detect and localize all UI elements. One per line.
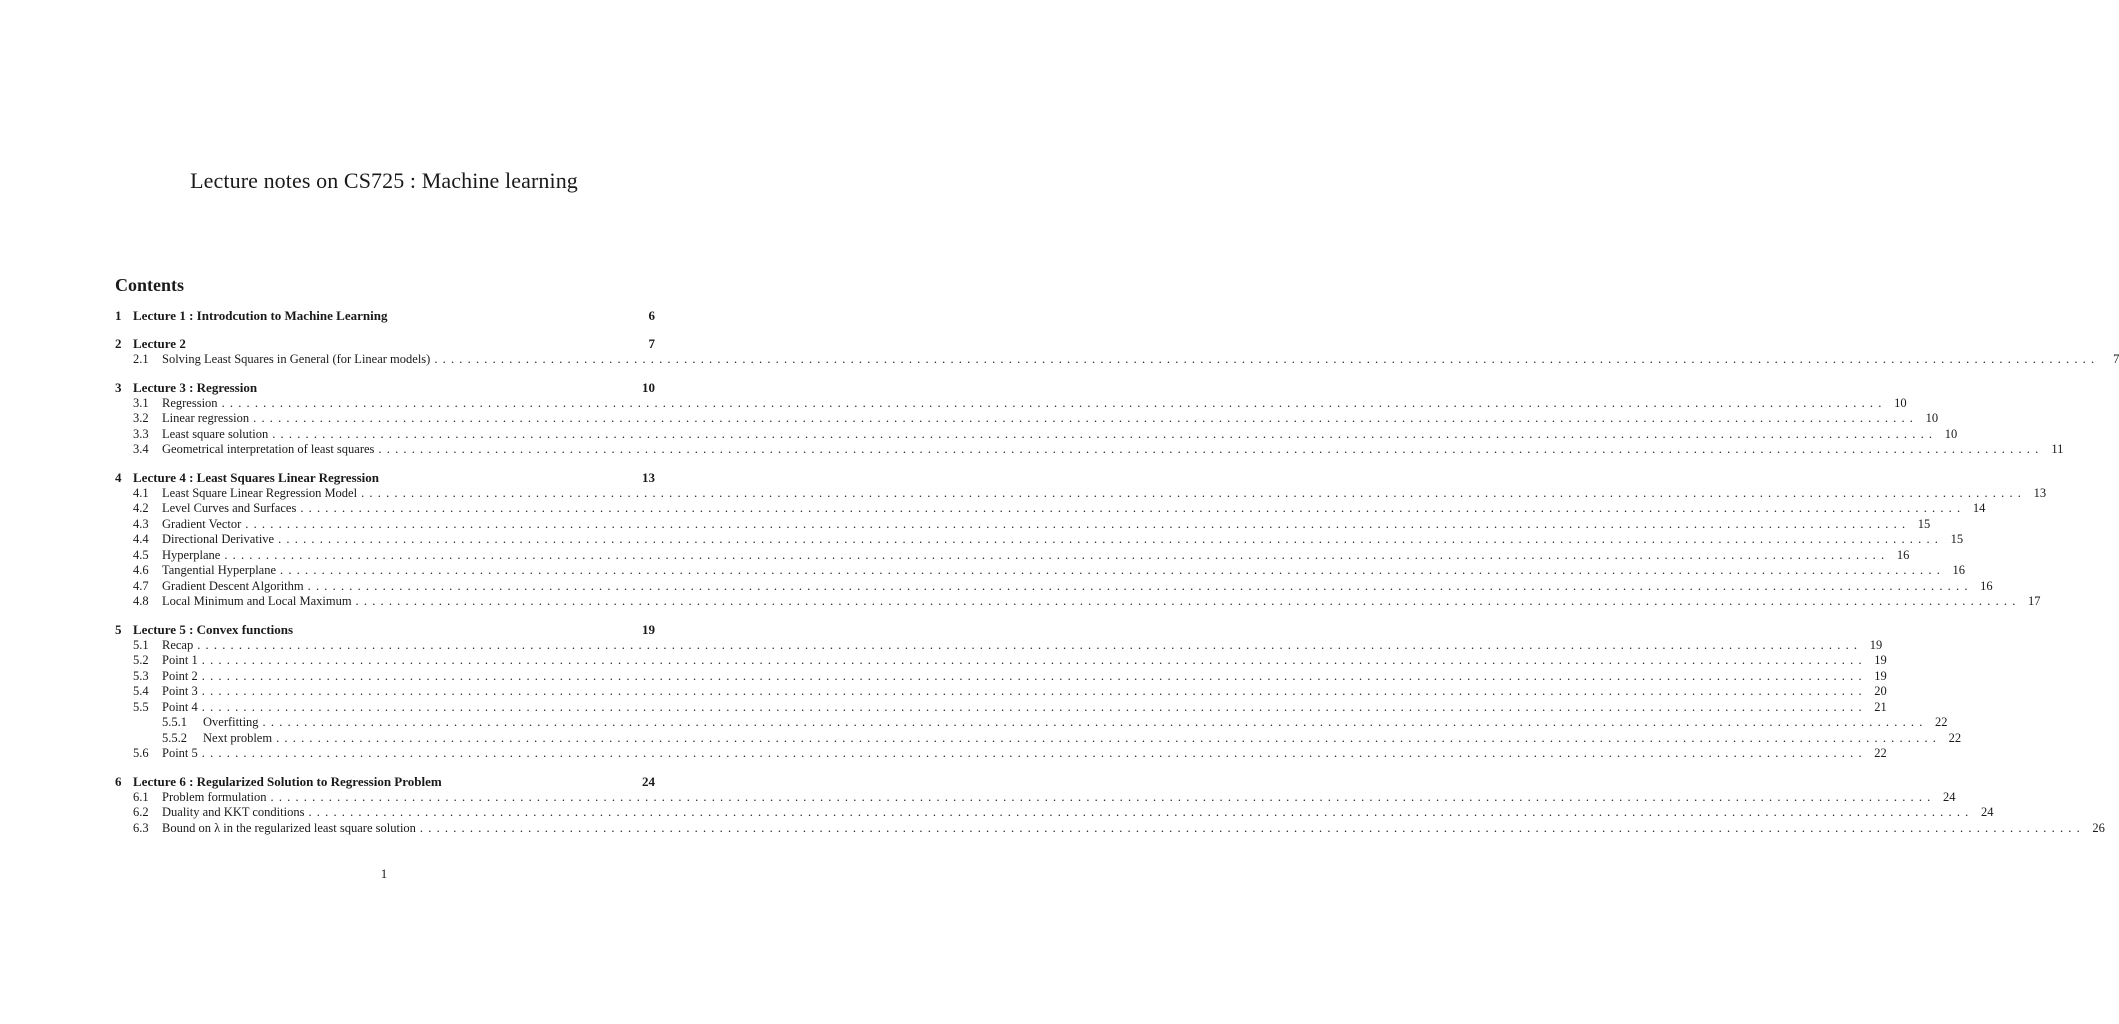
- table-of-contents: [115, 308, 2119, 836]
- contents-heading: Contents: [115, 275, 185, 295]
- toc-subsection-entry[interactable]: [115, 684, 1887, 700]
- toc-section-number: 4: [115, 469, 122, 485]
- section-gap: [115, 324, 655, 336]
- toc-entry-page: 16: [1896, 547, 1910, 562]
- toc-section-title: Lecture 2: [133, 336, 186, 351]
- toc-entry-title: Least Square Linear Regression Model: [162, 485, 358, 500]
- toc-section-title: Lecture 3 : Regression: [133, 379, 258, 395]
- dot-leader: ........................................................................................................................................................................................................: [201, 699, 1867, 714]
- toc-entry-number: 3.4: [133, 442, 149, 456]
- toc-entry-title: Problem formulation: [162, 789, 267, 804]
- toc-entry-page: 24: [1943, 789, 1956, 804]
- section-gap: [115, 458, 655, 470]
- toc-entry-page: 21: [1874, 699, 1887, 714]
- toc-entry-page: 10: [1894, 395, 1907, 410]
- toc-section-entry[interactable]: [115, 336, 655, 352]
- toc-section-page: 13: [642, 469, 655, 485]
- toc-section-page: 7: [648, 336, 655, 351]
- dot-leader: ........................................................................................................................................................................................................: [221, 395, 1887, 410]
- dot-leader: ........................................................................................................................................................................................................: [253, 411, 1919, 425]
- section-gap: [115, 762, 655, 774]
- toc-entry-number: 5.5.1: [162, 715, 187, 729]
- toc-entry-title: Overfitting: [203, 715, 259, 729]
- toc-section-entry[interactable]: [115, 380, 655, 396]
- toc-section-title: Lecture 4 : Least Squares Linear Regression: [133, 469, 380, 485]
- toc-entry-title: Local Minimum and Local Maximum: [162, 594, 352, 608]
- dot-leader: ........................................................................................................................................................................................................: [224, 547, 1890, 562]
- toc-entry-page: 22: [1874, 746, 1887, 760]
- toc-section-page: 19: [642, 621, 655, 637]
- toc-entry-title: Directional Derivative: [162, 532, 275, 546]
- toc-entry-page: 22: [1948, 730, 1962, 745]
- toc-section-number: 1: [115, 308, 122, 323]
- dot-leader: ........................................................................................................................................................................................................: [201, 746, 1867, 760]
- toc-entry-page: 19: [1869, 637, 1883, 652]
- toc-section-title: Lecture 5 : Convex functions: [133, 621, 294, 637]
- dot-leader: ........................................................................................................................................................................................................: [419, 820, 2085, 835]
- toc-subsection-entry[interactable]: [115, 485, 2047, 502]
- dot-leader: ........................................................................................................................................................................................................: [270, 789, 1936, 804]
- dot-leader: ........................................................................................................................................................................................................: [307, 578, 1973, 593]
- toc-entry-page: 24: [1980, 805, 1994, 819]
- toc-entry-number: 4.3: [133, 516, 149, 531]
- toc-subsection-entry[interactable]: [115, 426, 1958, 443]
- toc-entry-title: Point 3: [162, 684, 198, 698]
- toc-entry-page: 19: [1874, 653, 1887, 667]
- dot-leader: ........................................................................................................................................................................................................: [245, 516, 1911, 531]
- dot-leader: ........................................................................................................................................................................................................: [262, 715, 1928, 729]
- dot-leader: ........................................................................................................................................................................................................: [280, 563, 1946, 577]
- dot-leader: ........................................................................................................................................................................................................: [300, 501, 1966, 515]
- dot-leader: ........................................................................................................................................................................................................: [308, 805, 1974, 819]
- toc-subsection-entry[interactable]: [115, 578, 1993, 595]
- toc-subsection-entry[interactable]: [115, 411, 1939, 427]
- toc-subsection-entry[interactable]: [115, 532, 1964, 548]
- toc-entry-page: 15: [1950, 532, 1964, 546]
- toc-entry-title: Duality and KKT conditions: [162, 805, 305, 819]
- toc-subsection-entry[interactable]: [115, 789, 1956, 806]
- toc-entry-number: 3.1: [133, 395, 149, 410]
- toc-subsection-entry[interactable]: [115, 668, 1887, 685]
- toc-entry-number: 5.2: [133, 653, 149, 667]
- toc-entry-title: Geometrical interpretation of least squares: [162, 442, 375, 456]
- toc-entry-number: 6.1: [133, 789, 149, 804]
- dot-leader: ........................................................................................................................................................................................................: [276, 730, 1942, 745]
- toc-entry-number: 4.7: [133, 578, 149, 593]
- toc-entry-page: 19: [1874, 668, 1887, 683]
- toc-entry-page: 14: [1972, 501, 1986, 515]
- toc-section-title: Lecture 1 : Introdcution to Machine Learning: [133, 308, 388, 323]
- toc-entry-page: 26: [2092, 820, 2105, 835]
- toc-entry-title: Point 1: [162, 653, 198, 667]
- section-gap: [115, 610, 655, 622]
- toc-entry-title: Tangential Hyperplane: [162, 563, 277, 577]
- dot-leader: ........................................................................................................................................................................................................: [201, 668, 1867, 683]
- dot-leader: ........................................................................................................................................................................................................: [201, 653, 1867, 667]
- toc-entry-title: Regression: [162, 395, 218, 410]
- dot-leader: ........................................................................................................................................................................................................: [201, 684, 1867, 698]
- toc-section-number: 6: [115, 773, 122, 789]
- toc-entry-number: 5.4: [133, 684, 149, 698]
- toc-subsection-entry[interactable]: [115, 805, 1994, 821]
- toc-entry-page: 10: [1925, 411, 1939, 425]
- toc-entry-number: 4.4: [133, 532, 149, 546]
- toc-entry-number: 5.3: [133, 668, 149, 683]
- toc-subsection-entry[interactable]: [115, 653, 1887, 669]
- toc-subsection-entry[interactable]: [115, 352, 2119, 368]
- toc-entry-page: 17: [2028, 594, 2041, 608]
- toc-section-page: 24: [642, 773, 655, 789]
- toc-section-number: 5: [115, 621, 122, 637]
- toc-entry-title: Least square solution: [162, 426, 269, 441]
- dot-leader: ........................................................................................................................................................................................................: [272, 426, 1938, 441]
- toc-entry-title: Gradient Descent Algorithm: [162, 578, 304, 593]
- dot-leader: ........................................................................................................................................................................................................: [378, 442, 2044, 456]
- toc-entry-page: 16: [1952, 563, 1966, 577]
- toc-subsubsection-entry[interactable]: [115, 715, 1948, 731]
- toc-entry-title: Hyperplane: [162, 547, 221, 562]
- toc-entry-page: 16: [1980, 578, 1993, 593]
- toc-entry-number: 5.6: [133, 746, 149, 760]
- toc-subsection-entry[interactable]: [115, 442, 2064, 458]
- toc-entry-number: 2.1: [133, 352, 149, 366]
- toc-entry-number: 4.2: [133, 501, 149, 515]
- toc-subsection-entry[interactable]: [115, 637, 1883, 654]
- toc-entry-title: Bound on λ in the regularized least square solution: [162, 820, 416, 835]
- toc-subsection-entry[interactable]: [115, 395, 1907, 412]
- toc-subsubsection-entry[interactable]: [115, 730, 1962, 747]
- section-gap: [115, 368, 655, 380]
- toc-entry-number: 5.1: [133, 637, 149, 652]
- toc-entry-title: Linear regression: [162, 411, 250, 425]
- toc-section-entry[interactable]: [115, 622, 655, 638]
- toc-subsection-entry[interactable]: [115, 547, 1910, 564]
- toc-entry-page: 22: [1935, 715, 1948, 729]
- dot-leader: ........................................................................................................................................................................................................: [197, 637, 1863, 652]
- toc-entry-number: 6.3: [133, 820, 149, 835]
- toc-section-page: 10: [642, 379, 655, 395]
- toc-subsection-entry[interactable]: [115, 746, 1887, 762]
- toc-entry-title: Next problem: [203, 730, 273, 745]
- toc-entry-number: 4.5: [133, 547, 149, 562]
- toc-entry-page: 20: [1874, 684, 1887, 698]
- toc-section-entry[interactable]: [115, 470, 655, 486]
- toc-section-entry[interactable]: [115, 308, 655, 324]
- toc-subsection-entry[interactable]: [115, 563, 1966, 579]
- toc-section-entry[interactable]: [115, 774, 655, 790]
- toc-entry-number: 3.2: [133, 411, 149, 425]
- toc-entry-title: Recap: [162, 637, 194, 652]
- dot-leader: ........................................................................................................................................................................................................: [355, 594, 2021, 608]
- document-title: Lecture notes on CS725 : Machine learning: [190, 168, 578, 193]
- toc-entry-page: 15: [1917, 516, 1931, 531]
- toc-entry-title: Point 5: [162, 746, 198, 760]
- toc-entry-title: Level Curves and Surfaces: [162, 501, 297, 515]
- toc-section-number: 3: [115, 379, 122, 395]
- toc-subsection-entry[interactable]: [115, 699, 1887, 716]
- dot-leader: ........................................................................................................................................................................................................: [278, 532, 1944, 546]
- toc-entry-number: 3.3: [133, 426, 149, 441]
- toc-entry-number: 4.6: [133, 563, 149, 577]
- toc-entry-title: Solving Least Squares in General (for Linear models): [162, 352, 431, 366]
- toc-entry-number: 4.8: [133, 594, 149, 608]
- toc-section-number: 2: [115, 336, 122, 351]
- toc-subsection-entry[interactable]: [115, 594, 2041, 610]
- toc-entry-page: 7: [2113, 352, 2119, 366]
- toc-section-title: Lecture 6 : Regularized Solution to Regression Problem: [133, 773, 442, 789]
- toc-entry-title: Gradient Vector: [162, 516, 242, 531]
- toc-section-page: 6: [648, 308, 655, 323]
- toc-subsection-entry[interactable]: [115, 820, 2105, 837]
- toc-entry-title: Point 2: [162, 668, 198, 683]
- toc-subsection-entry[interactable]: [115, 516, 1931, 533]
- toc-entry-number: 5.5.2: [162, 730, 187, 745]
- toc-entry-number: 5.5: [133, 699, 149, 714]
- toc-entry-page: 11: [2051, 442, 2064, 456]
- toc-entry-number: 4.1: [133, 485, 149, 500]
- page-number: 1: [380, 866, 388, 881]
- toc-entry-number: 6.2: [133, 805, 149, 819]
- dot-leader: ........................................................................................................................................................................................................: [361, 485, 2027, 500]
- toc-entry-title: Point 4: [162, 699, 198, 714]
- dot-leader: ........................................................................................................................................................................................................: [434, 352, 2100, 366]
- toc-entry-page: 10: [1944, 426, 1958, 441]
- toc-subsection-entry[interactable]: [115, 501, 1986, 517]
- toc-entry-page: 13: [2033, 485, 2047, 500]
